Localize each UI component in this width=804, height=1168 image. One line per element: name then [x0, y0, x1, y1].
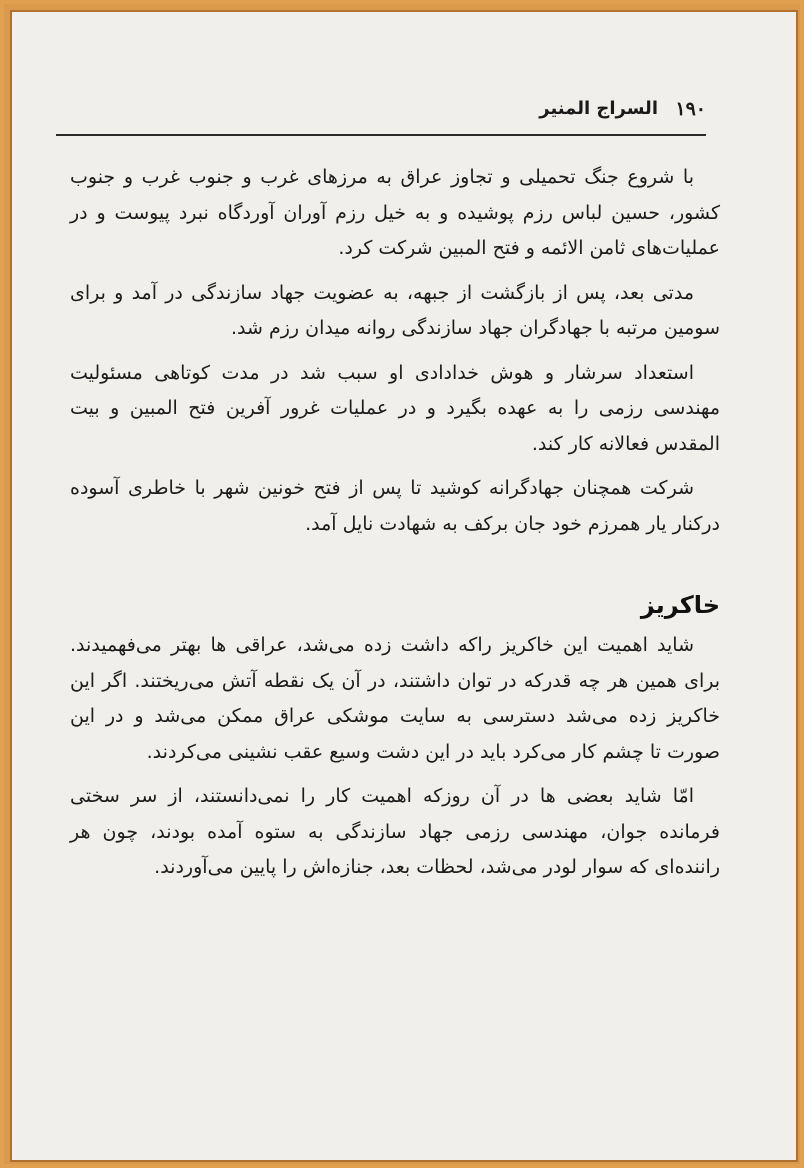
paragraph: شاید اهمیت این خاکریز راکه داشت زده می‌شد، عراقی ها بهتر می‌فهمیدند. برای همین هر چه قدرکه در توان داشتند، در آن یک نقطه آتش می‌ریختند. اگر این خاکریز زده می‌شد دسترسی به سایت موشکی عراق ممکن می‌شد و در این صورت تا چشم کار می‌کرد باید در این دشت وسیع عقب نشینی می‌کردند.	[70, 634, 720, 763]
book-title: السراج المنیر	[539, 98, 658, 119]
header-rule	[56, 134, 706, 136]
page-body	[70, 160, 720, 895]
paragraph: امّا شاید بعضی ها در آن روزکه اهمیت کار را نمی‌دانستند، از سر سختی فرمانده جوان، مهندسی رزمی جهاد سازندگی به ستوه آمده بودند، چون هر راننده‌ای که سوار لودر می‌شد، لحظات بعد، جنازه‌اش را پایین می‌آوردند.	[70, 785, 720, 878]
paragraph: شرکت همچنان جهادگرانه کوشید تا پس از فتح خونین شهر با خاطری آسوده درکنار یار همرزم خود جان برکف به شهادت نایل آمد.	[70, 477, 720, 535]
page-header	[56, 92, 706, 136]
paragraph: با شروع جنگ تحمیلی و تجاوز عراق به مرزهای غرب و جنوب غرب و جنوب کشور، حسین لباس رزم پوشیده و به خیل رزم آوران آوردگاه نبرد پیوست و در عملیات‌های ثامن الائمه و فتح المبین شرکت کرد.	[70, 166, 720, 259]
paragraph: استعداد سرشار و هوش خدادادی او سبب شد در مدت کوتاهی مسئولیت مهندسی رزمی را به عهده بگیرد و در عملیات غرور آفرین فتح المبین و بیت المقدس فعالانه کار کند.	[70, 361, 720, 455]
paragraph: مدتی بعد، پس از بازگشت از جبهه، به عضویت جهاد سازندگی در آمد و برای سومین مرتبه با جهادگران جهاد سازندگی روانه میدان رزم شد.	[70, 281, 720, 339]
book-page	[10, 10, 798, 1162]
section-heading: خاکریز	[640, 591, 720, 619]
page-number: ۱۹۰	[675, 98, 706, 120]
